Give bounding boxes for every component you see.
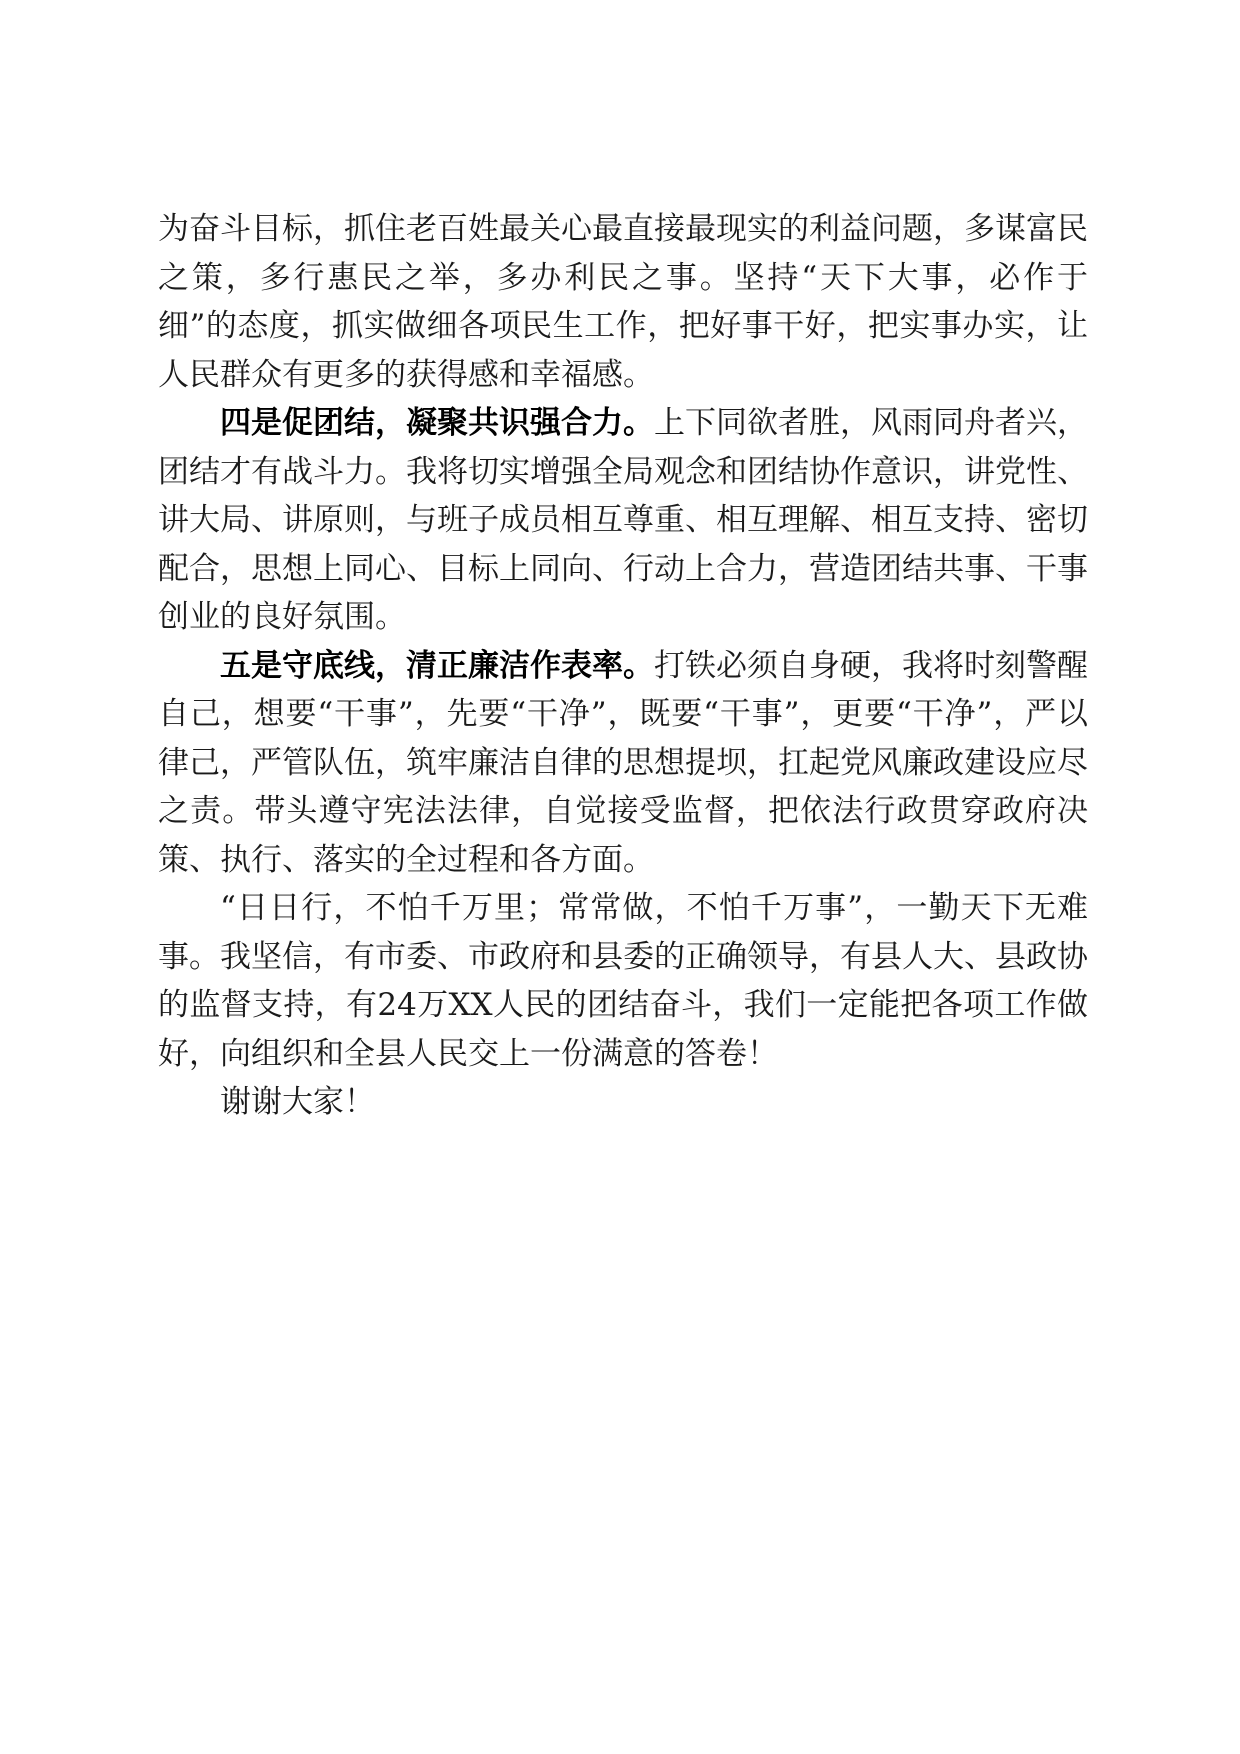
paragraph-people-livelihood	[158, 205, 1088, 399]
paragraph-text: 上下同欲者胜，风雨同舟者兴，团结才有战斗力。我将切实增强全局观念和团结协作意识，讲党性、讲大局、讲原则，与班子成员相互尊重、相互理解、相互支持、密切配合，思想上同心、目标上同向、行动上合力，营造团结共事、干事创业的良好氛围。	[158, 405, 1088, 635]
paragraph-text: 打铁必须自身硬，我将时刻警醒自己，想要“干事”，先要“干净”，既要“干事”，更要“干净”，严以律己，严管队伍，筑牢廉洁自律的思想提坝，扛起党风廉政建设应尽之责。带头遵守宪法法律，自觉接受监督，把依法行政贯穿政府决策、执行、落实的全过程和各方面。	[158, 647, 1088, 878]
paragraph-lead-heading: 五是守底线，清正廉洁作表率。	[220, 647, 654, 684]
paragraph-integrity	[158, 642, 1088, 885]
paragraph-conclusion	[158, 884, 1088, 1078]
paragraph-thanks	[158, 1078, 1088, 1127]
paragraph-lead-heading: 四是促团结，凝聚共识强合力。	[220, 405, 654, 441]
paragraph-unity	[158, 399, 1088, 642]
document-body	[158, 205, 1088, 1127]
paragraph-text: 为奋斗目标，抓住老百姓最关心最直接最现实的利益问题，多谋富民之策，多行惠民之举，多办利民之事。坚持“天下大事，必作于细”的态度，抓实做细各项民生工作，把好事干好，把实事办实，让人民群众有更多的获得感和幸福感。	[158, 211, 1088, 393]
paragraph-text: “日日行，不怕千万里；常常做，不怕千万事”，一勤天下无难事。我坚信，有市委、市政府和县委的正确领导，有县人大、县政协的监督支持，有24万XX人民的团结奋斗，我们一定能把各项工作做好，向组织和全县人民交上一份满意的答卷！	[158, 890, 1088, 1072]
paragraph-text: 谢谢大家！	[220, 1084, 375, 1120]
